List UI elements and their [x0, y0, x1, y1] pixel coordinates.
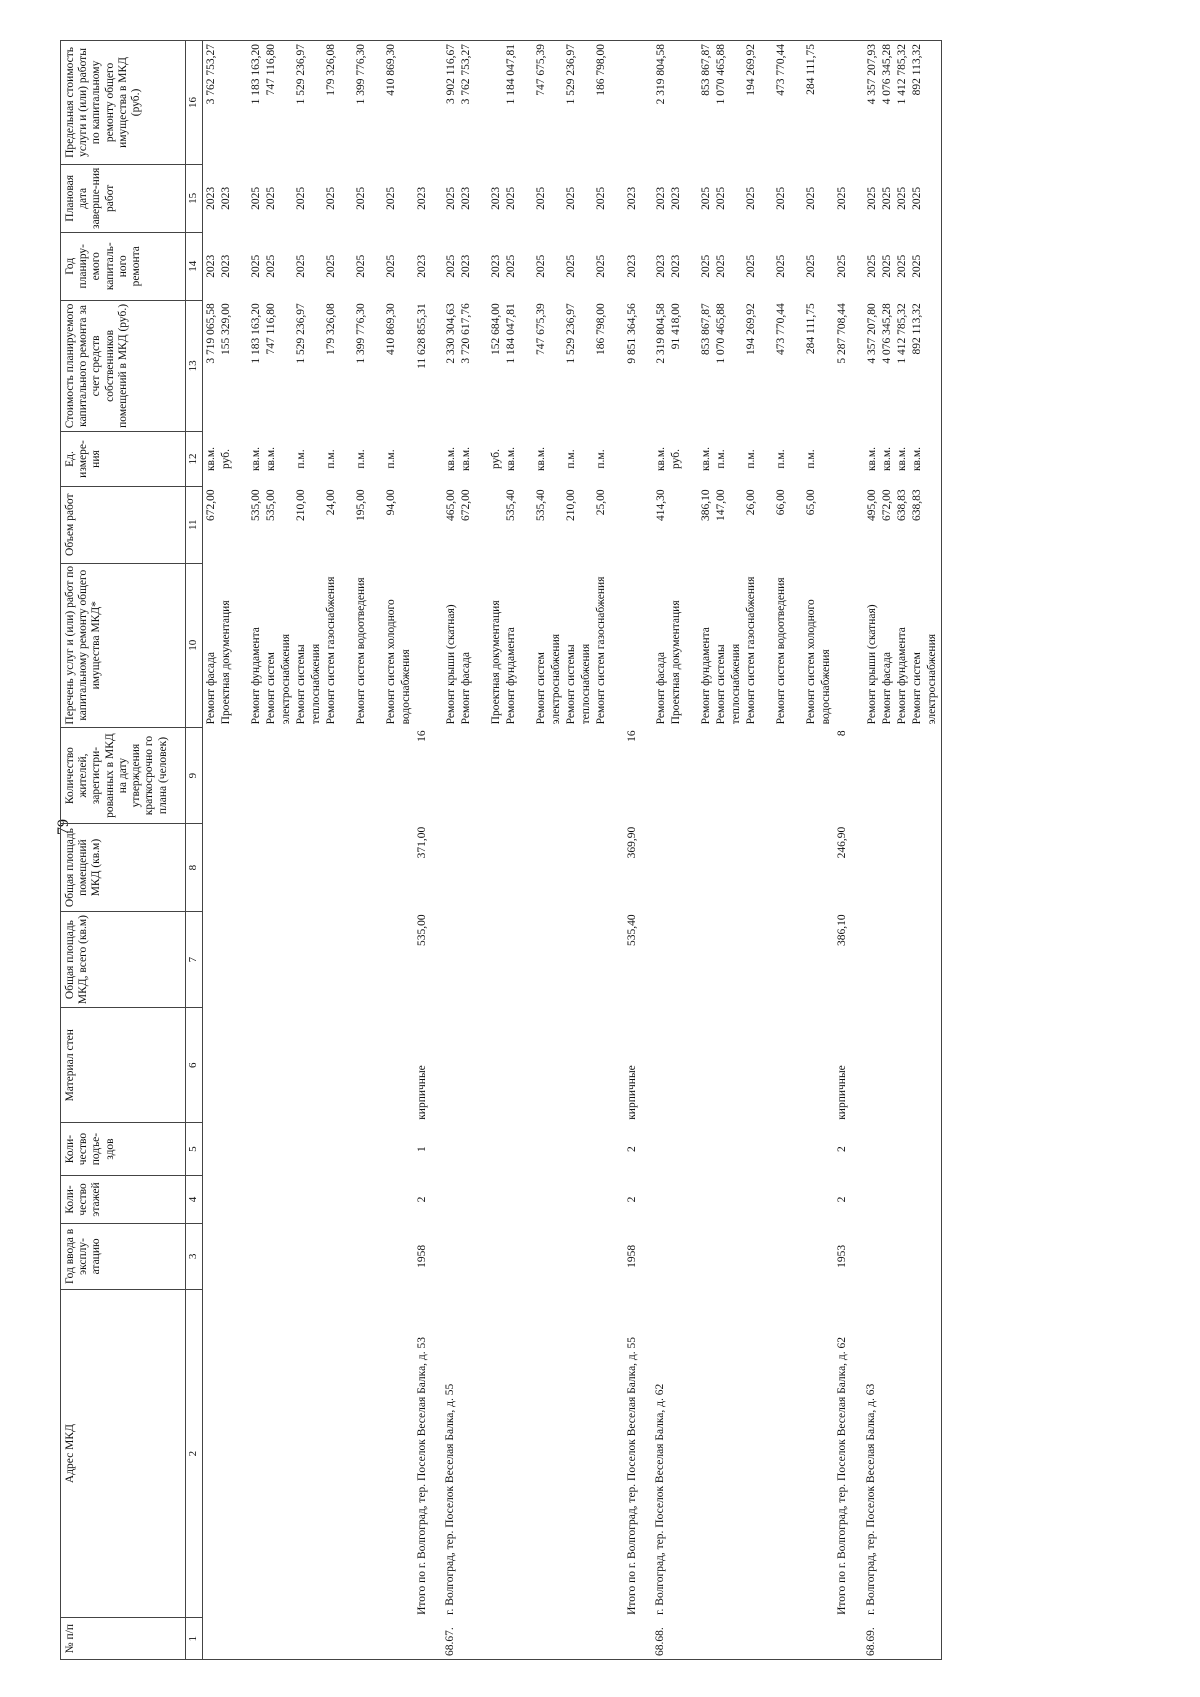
col-number: 13 [186, 300, 203, 431]
total-residents: 16 [416, 730, 428, 742]
works-list: Ремонт крыши (скатная) Ремонт фасада Ремонт фундамента Ремонт систем электроснабжения [851, 563, 942, 727]
total-rooms-area: 371,00 [416, 826, 428, 859]
total-entrances: 2 [626, 1146, 639, 1152]
total-label: Итого по г. Волгоград, тер. Поселок Веселая Балка, д. 62 [836, 1336, 849, 1615]
end-date-list: 2023 2023 2025 2025 2025 2025 2025 2025 [205, 186, 397, 210]
total-area: 535,00 [416, 914, 428, 946]
volume-list: 465,00 672,00 535,40 535,40 210,00 25,00 [445, 489, 608, 522]
unit-list: кв.м. руб. кв.м. кв.м. п.м. п.м. п.м. п.м. [205, 446, 397, 472]
unit-list: кв.м. кв.м. руб. кв.м. кв.м. п.м. п.м. [445, 446, 608, 472]
volume-list: 495,00 672,00 638,83 638,83 [851, 486, 942, 563]
total-rooms-area: 246,90 [836, 826, 849, 859]
header-cost: Стоимость планируемого капитального ремонта за счет средств собственников помещений в МКД (руб.) [61, 300, 186, 431]
total-cost: 11 628 855,31 [416, 303, 428, 369]
header-wall: Материал стен [61, 1008, 186, 1123]
cost-list: 4 357 207,80 4 076 345,28 1 412 785,32 892 113,32 [851, 300, 942, 431]
col-number: 12 [186, 432, 203, 487]
plan-year-list: 2023 2023 2025 2025 2025 2025 2025 2025 [205, 254, 397, 278]
header-row [61, 41, 186, 1660]
total-floors: 2 [626, 1196, 639, 1203]
total-label: Итого по г. Волгоград, тер. Поселок Веселая Балка, д. 55 [626, 1336, 639, 1615]
total-entrances: 1 [416, 1146, 428, 1152]
total-year: 1958 [416, 1244, 428, 1268]
house-address: г. Волгоград, тер. Поселок Веселая Балка, д. 63 [851, 1289, 942, 1618]
works-list: Ремонт фасада Проектная документация Ремонт фундамента Ремонт системы теплоснабжения Ремонт систем газоснабжения Ремонт систем водоотведения Ремонт систем холодного водоснабжения [655, 576, 833, 725]
total-label: Итого по г. Волгоград, тер. Поселок Веселая Балка, д. 53 [416, 1336, 428, 1615]
house-row-62 [640, 41, 835, 1660]
total-year: 1958 [626, 1244, 639, 1268]
col-number: 2 [186, 1289, 203, 1618]
col-number: 5 [186, 1123, 203, 1176]
col-number: 4 [186, 1175, 203, 1223]
col-number: 16 [186, 41, 203, 165]
total-residents: 8 [836, 730, 849, 737]
total-plan-year: 2023 [626, 254, 639, 278]
total-row-house-53 [415, 41, 430, 1660]
row-number: 68.68. [640, 1618, 835, 1660]
limit-list: 2 319 804,58 853 867,87 1 070 465,88 194 269,92 473 770,44 284 111,75 [640, 41, 835, 165]
house-row-63 [851, 41, 942, 1660]
header-year: Год ввода в эксплу-атацию [61, 1224, 186, 1290]
row-number: 68.69. [851, 1618, 942, 1660]
total-floors: 2 [416, 1196, 428, 1203]
header-works: Перечень услуг и (или) работ по капитальному ремонту общего имущества МКД* [61, 563, 186, 727]
col-number: 3 [186, 1224, 203, 1290]
works-list: Ремонт фасада Проектная документация Ремонт фундамента Ремонт систем электроснабжения Ремонт системы теплоснабжения Ремонт систем газоснабжения Ремонт систем водоотведения Ремонт систем холодного водоснабжения [205, 576, 412, 725]
col-number: 6 [186, 1008, 203, 1123]
total-residents: 16 [626, 730, 639, 742]
col-number: 14 [186, 232, 203, 300]
plan-year-list: 2025 2023 2023 2025 2025 2025 2025 [445, 254, 608, 278]
works-list: Ремонт крыши (скатная) Ремонт фасада Проектная документация Ремонт фундамента Ремонт систем электроснабжения Ремонт системы теплоснабжения Ремонт систем газоснабжения [445, 576, 608, 725]
header-unit: Ед. измере-ния [61, 432, 186, 487]
volume-list: 414,30 386,10 147,00 26,00 66,00 65,00 [655, 489, 818, 522]
end-date-list: 2025 2023 2023 2025 2025 2025 2025 [445, 186, 608, 210]
house-address: г. Волгоград, тер. Поселок Веселая Балка, д. 62 [654, 1383, 667, 1615]
header-limit: Предельная стоимость услуги и (или) работы по капитальному ремонту общего имущества в МКД (руб.) [61, 41, 186, 165]
plan-year-list: 2023 2023 2025 2025 2025 2025 2025 [655, 254, 818, 278]
col-number: 11 [186, 486, 203, 563]
house-address: г. Волгоград, тер. Поселок Веселая Балка, д. 55 [444, 1383, 457, 1615]
total-end-date: 2023 [416, 186, 428, 210]
total-row-house-55 [625, 41, 640, 1660]
header-floors: Коли-чество этажей [61, 1175, 186, 1223]
house-row-55 [430, 41, 625, 1660]
works-block-house-53 [203, 41, 416, 1660]
cost-list: 3 719 065,58 155 329,00 1 183 163,20 747 116,80 1 529 236,97 179 326,08 1 399 776,30 410 869,30 [205, 303, 397, 364]
total-plan-year: 2025 [836, 254, 849, 278]
capital-repair-table [60, 40, 942, 1660]
volume-list: 672,00 535,00 535,00 210,00 24,00 195,00 94,00 [205, 489, 397, 522]
total-end-date: 2023 [626, 186, 639, 210]
total-area: 535,40 [626, 914, 639, 946]
row-number: 68.67. [430, 1618, 625, 1660]
total-wall: кирпичные [626, 1065, 639, 1120]
col-number: 7 [186, 911, 203, 1007]
limit-list: 3 902 116,67 3 762 753,27 1 184 047,81 747 675,39 1 529 236,97 186 798,00 [430, 41, 625, 165]
col-number: 9 [186, 727, 203, 823]
cost-list: 2 319 804,58 91 418,00 853 867,87 1 070 465,88 194 269,92 473 770,44 284 111,75 [655, 303, 818, 364]
total-wall: кирпичные [836, 1065, 849, 1120]
total-entrances: 2 [836, 1146, 849, 1152]
total-wall: кирпичные [416, 1065, 428, 1120]
limit-list: 3 762 753,27 1 183 163,20 747 116,80 1 529 236,97 179 326,08 1 399 776,30 410 869,30 [203, 41, 416, 165]
total-plan-year: 2023 [416, 254, 428, 278]
unit-list: кв.м. кв.м. кв.м. кв.м. [851, 432, 942, 487]
rotated-table-frame [60, 40, 1190, 1660]
header-end-date: Плановая дата заверше-ния работ [61, 164, 186, 232]
col-number: 15 [186, 164, 203, 232]
header-address: Адрес МКД [61, 1289, 186, 1618]
unit-list: кв.м. руб. кв.м. п.м. п.м. п.м. п.м. [655, 446, 818, 472]
end-date-list: 2023 2023 2025 2025 2025 2025 2025 [655, 186, 818, 210]
column-number-row [186, 41, 203, 1660]
total-cost: 5 287 708,44 [836, 303, 849, 364]
col-number: 1 [186, 1618, 203, 1660]
total-floors: 2 [836, 1196, 849, 1203]
end-date-list: 2025 2025 2025 2025 [851, 164, 942, 232]
header-entrances: Коли-чество подъе-здов [61, 1123, 186, 1176]
plan-year-list: 2025 2025 2025 2025 [851, 232, 942, 300]
total-year: 1953 [836, 1244, 849, 1268]
header-total-area: Общая площадь МКД, всего (кв.м) [61, 911, 186, 1007]
header-rooms-area: Общая площадь помещений МКД (кв.м) [61, 824, 186, 912]
header-residents: Количество жителей, зарегистри-рованных в МКД на дату утверждения краткосрочно го плана (человек) [61, 727, 186, 823]
total-end-date: 2025 [836, 186, 849, 210]
total-rooms-area: 369,90 [626, 826, 639, 859]
col-number: 8 [186, 824, 203, 912]
header-plan-year: Год планиру-емого капиталь-ного ремонта [61, 232, 186, 300]
total-row-house-62 [835, 41, 850, 1660]
header-volume: Объем работ [61, 486, 186, 563]
header-num: № п/п [61, 1618, 186, 1660]
total-area: 386,10 [836, 914, 849, 946]
col-number: 10 [186, 563, 203, 727]
limit-list: 4 357 207,93 4 076 345,28 1 412 785,32 892 113,32 [851, 41, 942, 165]
cost-list: 2 330 304,63 3 720 617,76 152 684,00 1 184 047,81 747 675,39 1 529 236,97 186 798,00 [445, 303, 608, 364]
total-cost: 9 851 364,56 [626, 303, 639, 364]
page-number: 79 [55, 819, 72, 835]
